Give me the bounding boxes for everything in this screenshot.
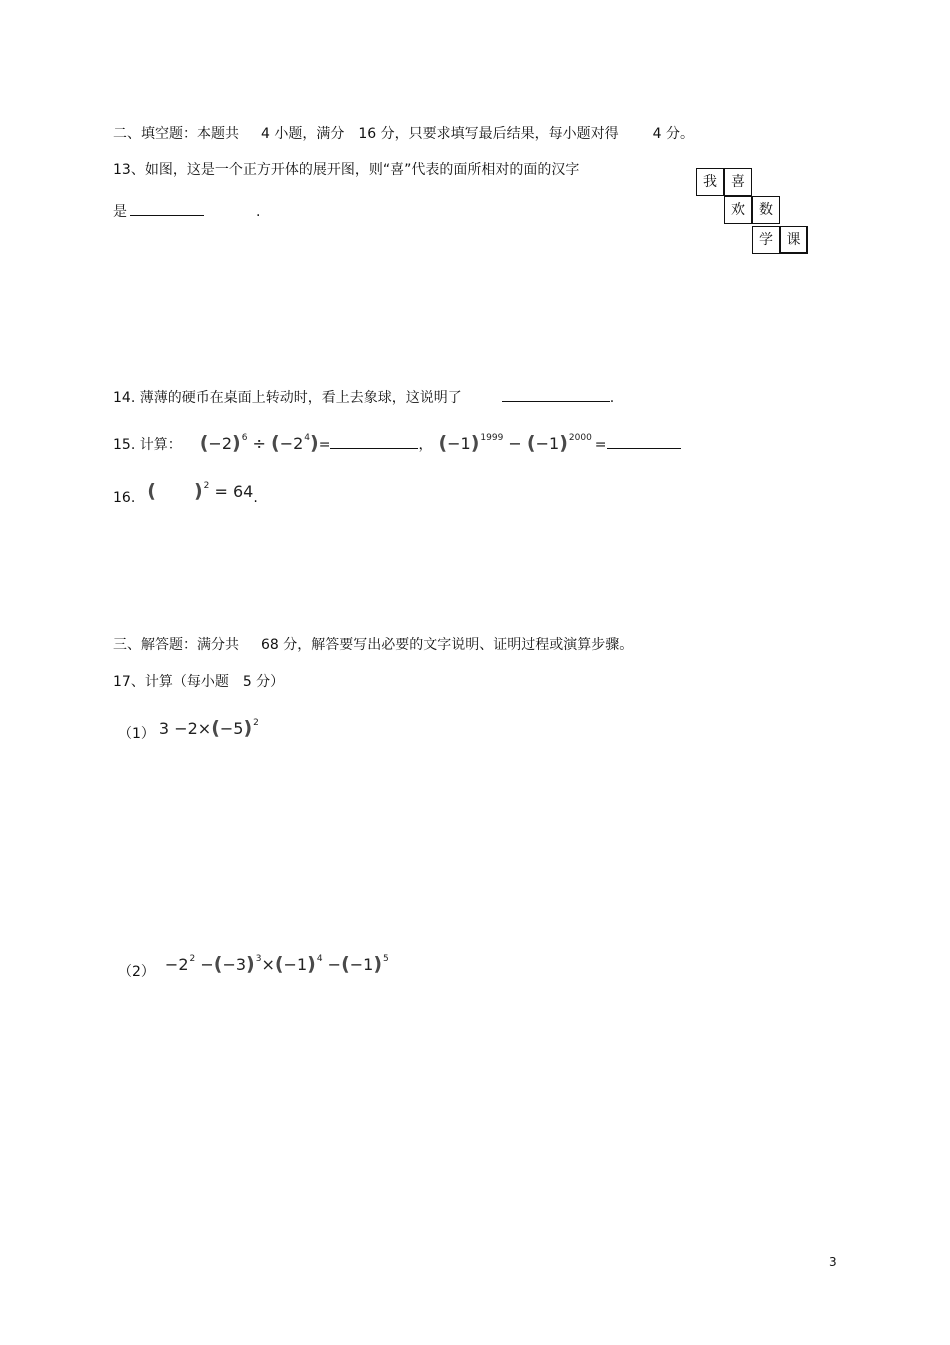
section2-heading-score: 16 分，只要求填写最后结果，每小题对得	[358, 126, 619, 142]
section3-heading-a: 三、解答题：满分共	[113, 637, 239, 653]
q14-end: .	[609, 390, 615, 406]
q17-title-a: 17、计算（每小题	[113, 674, 229, 690]
q14-answer-blank[interactable]	[502, 387, 610, 402]
q15-answer-blank-2[interactable]	[607, 434, 681, 449]
q17-part2-expression: $-2^2 -(-3)^3\times(-1)^4 -(-1)^5$	[164, 953, 389, 975]
q16-end: .	[253, 490, 258, 506]
q15-equals-2: =	[594, 437, 607, 453]
cube-cell-ke: 课	[780, 226, 808, 254]
q13-line1	[113, 161, 579, 179]
q15-expression-1: $(-2)^6 \div (-2^4)$	[199, 432, 319, 454]
q17-title-b: 5 分）	[242, 674, 285, 690]
q13-line2	[113, 201, 260, 221]
cube-cell-xue: 学	[752, 226, 780, 254]
section3-heading-b: 68 分，解答要写出必要的文字说明、证明过程或演算步骤。	[261, 637, 634, 653]
q16-answer-blank[interactable]	[156, 482, 194, 497]
cube-cell-xi: 喜	[724, 168, 752, 196]
q16-line	[113, 478, 258, 504]
section2-heading-each: 4 分。	[652, 126, 694, 142]
q13-prefix: 是	[113, 204, 127, 220]
section2-heading-a: 二、填空题：本题共	[113, 126, 239, 142]
q15-equals-1: =	[318, 437, 331, 453]
q13-end: .	[256, 204, 261, 220]
q17-part2	[118, 951, 389, 980]
q15-line	[113, 430, 681, 456]
section2-heading	[113, 125, 694, 143]
q14-text: 14. 薄薄的硬币在桌面上转动时，看上去象球，这说明了	[113, 390, 462, 406]
cube-cell-shu: 数	[752, 196, 780, 224]
section3-heading	[113, 636, 633, 654]
q15-comma: ，	[418, 437, 433, 453]
q17-title	[113, 673, 284, 691]
q15-answer-blank-1[interactable]	[330, 434, 418, 449]
q15-expression-2: $(-1)^{1999} - (-1)^{2000}$	[438, 432, 592, 454]
q17-part2-label: （2）	[118, 964, 155, 980]
q14-line	[113, 387, 614, 407]
page-number: 3	[829, 1255, 837, 1269]
q16-label: 16.	[113, 490, 136, 506]
q16-expression: ( )$^2$ = 64	[147, 480, 254, 502]
q17-part1-expression: $3 -2\times(-5)^2$	[158, 717, 259, 739]
q15-label: 15. 计算：	[113, 437, 182, 453]
q13-text: 13、如图，这是一个正方开体的展开图，则“喜”代表的面所相对的面的汉字	[113, 162, 580, 178]
section2-heading-count: 4 小题，满分	[261, 126, 345, 142]
cube-cell-wo: 我	[696, 168, 724, 196]
q17-part1	[118, 715, 259, 741]
q17-part1-label: （1）	[118, 726, 155, 742]
cube-cell-huan: 欢	[724, 196, 752, 224]
q13-answer-blank[interactable]	[130, 201, 204, 216]
